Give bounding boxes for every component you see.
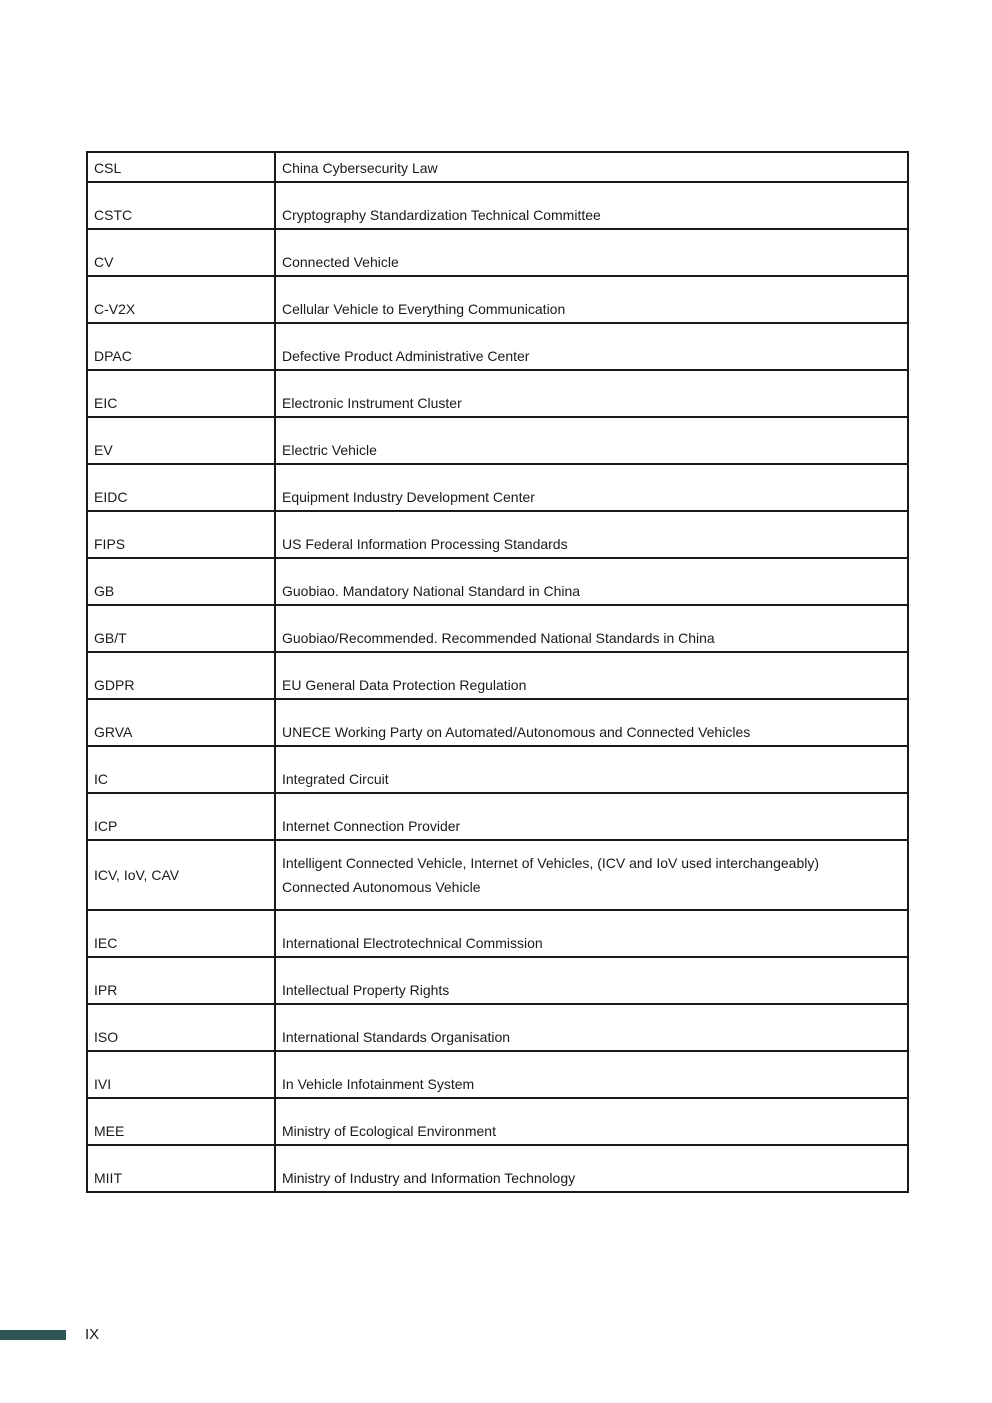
abbreviation-cell: GB — [87, 558, 275, 605]
table-row — [87, 276, 908, 323]
definition-cell — [275, 746, 908, 793]
footer-accent-bar — [0, 1330, 66, 1340]
table-row — [87, 1004, 908, 1051]
abbreviation-cell: IPR — [87, 957, 275, 1004]
definition-cell — [275, 276, 908, 323]
table-row — [87, 464, 908, 511]
definition-line: Equipment Industry Development Center — [282, 489, 535, 505]
abbreviation-cell: GB/T — [87, 605, 275, 652]
definition-cell — [275, 1098, 908, 1145]
abbreviation-cell: MIIT — [87, 1145, 275, 1192]
table-row — [87, 511, 908, 558]
abbreviation-cell: IC — [87, 746, 275, 793]
abbreviation-cell: MEE — [87, 1098, 275, 1145]
table-row — [87, 840, 908, 910]
definition-cell — [275, 417, 908, 464]
definition-line: EU General Data Protection Regulation — [282, 677, 527, 693]
abbreviation-cell: GDPR — [87, 652, 275, 699]
table-row — [87, 558, 908, 605]
table-row — [87, 652, 908, 699]
abbreviation-cell: EIC — [87, 370, 275, 417]
definition-line: Ministry of Industry and Information Technology — [282, 1170, 576, 1186]
definition-line: UNECE Working Party on Automated/Autonomous and Connected Vehicles — [282, 724, 751, 740]
table-row — [87, 152, 908, 182]
abbreviation-cell: GRVA — [87, 699, 275, 746]
abbreviation-cell: IEC — [87, 910, 275, 957]
definition-line: Electronic Instrument Cluster — [282, 395, 462, 411]
table-row — [87, 323, 908, 370]
definition-cell — [275, 229, 908, 276]
definition-cell — [275, 793, 908, 840]
definition-line: International Standards Organisation — [282, 1029, 511, 1045]
definition-cell — [275, 152, 908, 182]
abbreviation-cell: ICP — [87, 793, 275, 840]
table-row — [87, 746, 908, 793]
table-row — [87, 699, 908, 746]
abbreviation-cell: CSL — [87, 152, 275, 182]
abbreviation-cell: C-V2X — [87, 276, 275, 323]
definition-line: Integrated Circuit — [282, 771, 389, 787]
definition-cell — [275, 182, 908, 229]
definition-line: Connected Vehicle — [282, 254, 399, 270]
table-row — [87, 793, 908, 840]
table-row — [87, 417, 908, 464]
definition-cell — [275, 840, 908, 910]
definition-line: Electric Vehicle — [282, 442, 377, 458]
table-row — [87, 182, 908, 229]
table-row — [87, 1145, 908, 1192]
definition-cell — [275, 1051, 908, 1098]
table-row — [87, 1051, 908, 1098]
abbreviation-cell: DPAC — [87, 323, 275, 370]
table-row — [87, 370, 908, 417]
definition-line: In Vehicle Infotainment System — [282, 1076, 475, 1092]
definition-line: China Cybersecurity Law — [282, 160, 438, 176]
abbreviations-table — [86, 151, 909, 1193]
abbreviation-cell: IVI — [87, 1051, 275, 1098]
definition-cell — [275, 605, 908, 652]
abbreviation-cell: ISO — [87, 1004, 275, 1051]
table-row — [87, 957, 908, 1004]
definition-cell — [275, 699, 908, 746]
abbreviation-cell: FIPS — [87, 511, 275, 558]
table-row — [87, 1098, 908, 1145]
definition-line: Cellular Vehicle to Everything Communication — [282, 301, 566, 317]
abbreviation-cell: EV — [87, 417, 275, 464]
definition-cell — [275, 511, 908, 558]
definition-line: Guobiao/Recommended. Recommended National Standards in China — [282, 630, 715, 646]
table-row — [87, 605, 908, 652]
abbreviation-cell: CV — [87, 229, 275, 276]
abbreviation-cell: CSTC — [87, 182, 275, 229]
definition-cell — [275, 1145, 908, 1192]
definition-cell — [275, 910, 908, 957]
definition-line: US Federal Information Processing Standards — [282, 536, 568, 552]
definition-line: International Electrotechnical Commission — [282, 935, 543, 951]
definition-cell — [275, 1004, 908, 1051]
definition-cell — [275, 558, 908, 605]
definition-cell — [275, 370, 908, 417]
definition-cell — [275, 652, 908, 699]
abbreviation-cell: EIDC — [87, 464, 275, 511]
page-number: IX — [85, 1326, 100, 1343]
definition-line: Intelligent Connected Vehicle, Internet of Vehicles, (ICV and IoV used interchangeably) — [282, 854, 820, 871]
definition-line: Intellectual Property Rights — [282, 982, 450, 998]
definition-line: Cryptography Standardization Technical Committee — [282, 207, 601, 223]
abbreviation-cell: ICV, IoV, CAV — [87, 840, 275, 910]
definition-cell — [275, 464, 908, 511]
definition-line: Ministry of Ecological Environment — [282, 1123, 496, 1139]
definition-line: Internet Connection Provider — [282, 818, 461, 834]
abbreviations-table-body — [87, 152, 908, 1192]
definition-cell — [275, 323, 908, 370]
definition-line: Defective Product Administrative Center — [282, 348, 530, 364]
definition-line: Connected Autonomous Vehicle — [282, 878, 481, 895]
table-row — [87, 229, 908, 276]
table-row — [87, 910, 908, 957]
definition-cell — [275, 957, 908, 1004]
definition-line: Guobiao. Mandatory National Standard in China — [282, 583, 581, 599]
